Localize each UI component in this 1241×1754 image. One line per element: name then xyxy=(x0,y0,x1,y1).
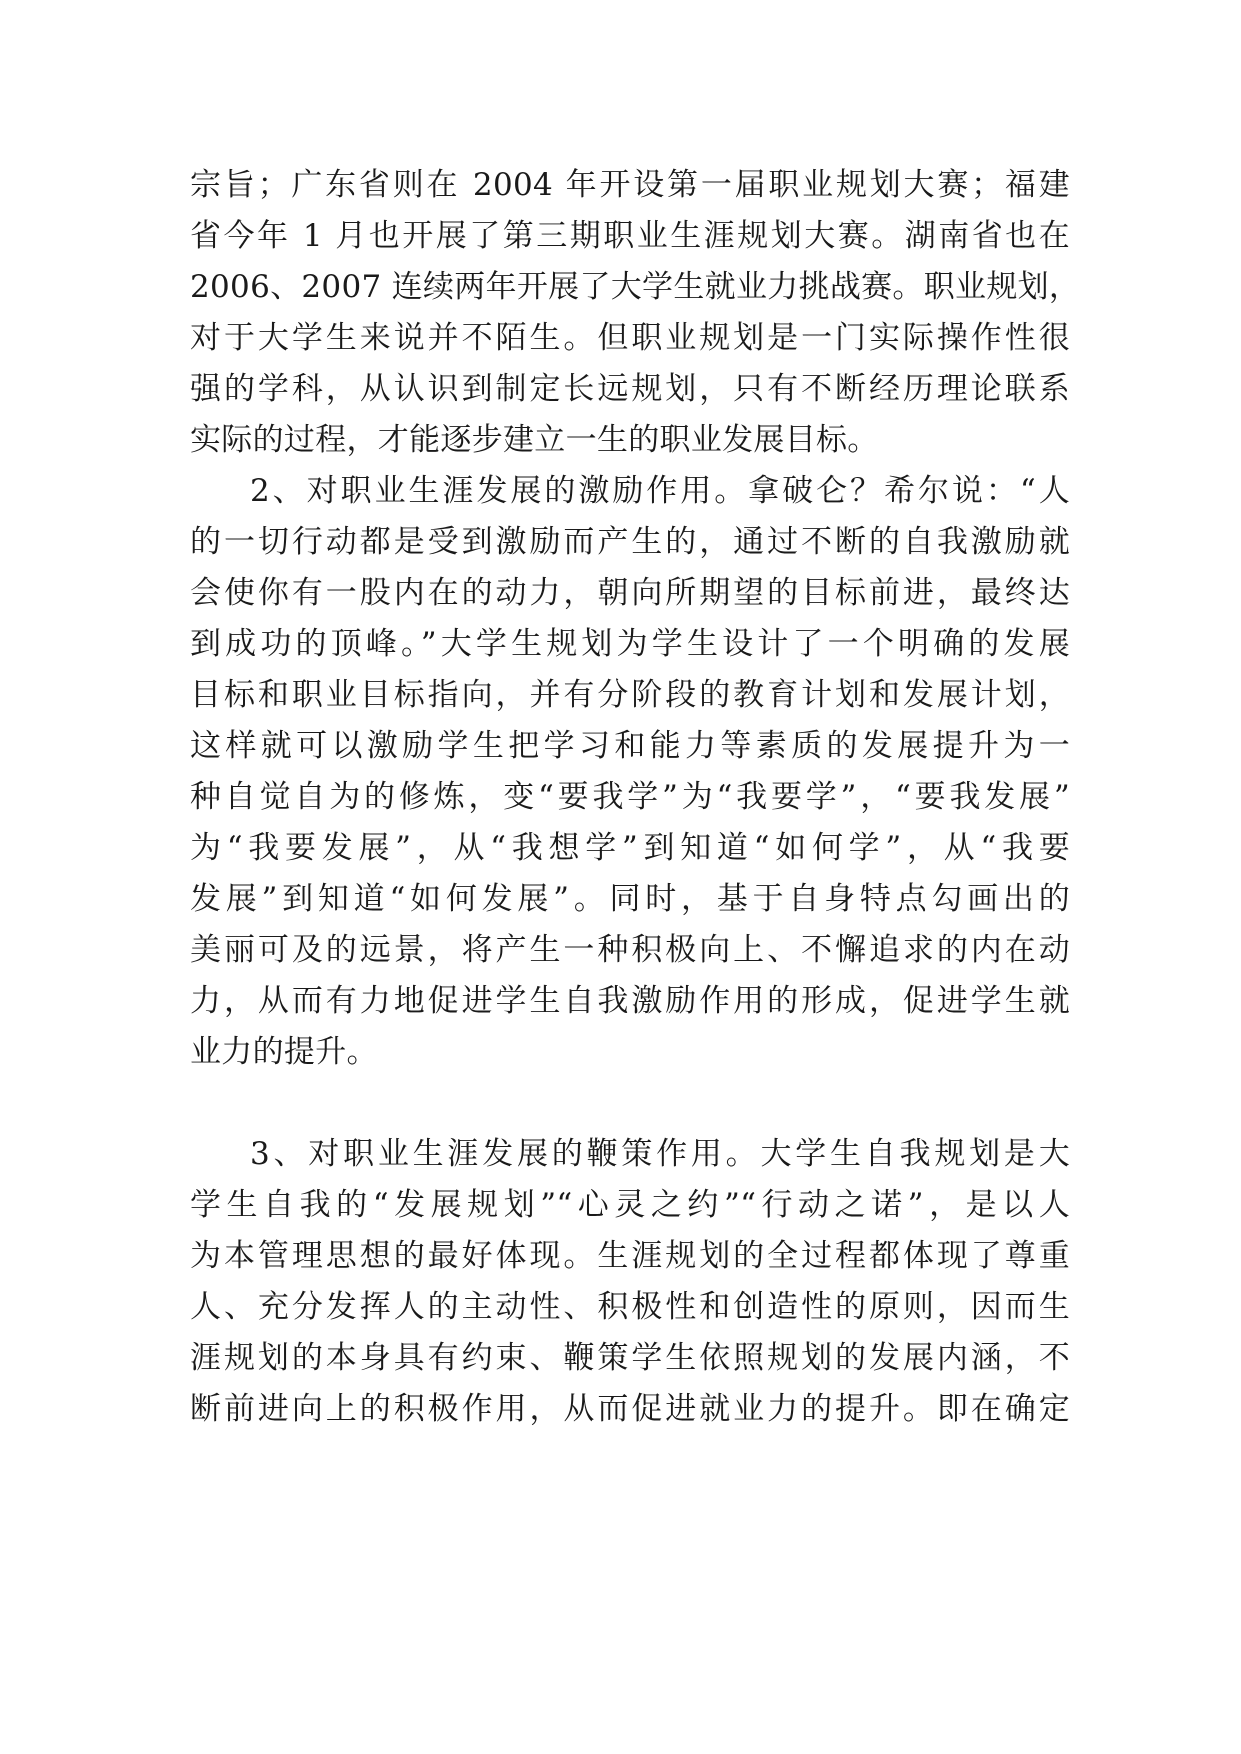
text-line: 对于大学生来说并不陌生。但职业规划是一门实际操作性很 xyxy=(190,320,1070,356)
text-line: 宗旨；广东省则在 2004 年开设第一届职业规划大赛；福建 xyxy=(190,167,1070,203)
text-line: 人、充分发挥人的主动性、积极性和创造性的原则，因而生 xyxy=(190,1289,1070,1325)
text-line: 强的学科，从认识到制定长远规划，只有不断经历理论联系 xyxy=(190,371,1070,407)
text-line: 美丽可及的远景，将产生一种积极向上、不懈追求的内在动 xyxy=(190,932,1070,968)
text-line: 这样就可以激励学生把学习和能力等素质的发展提升为一 xyxy=(190,728,1070,764)
text-line: 目标和职业目标指向，并有分阶段的教育计划和发展计划， xyxy=(190,677,1070,713)
text-line: 发展”到知道“如何发展”。同时，基于自身特点勾画出的 xyxy=(190,881,1070,917)
text-line: 会使你有一股内在的动力，朝向所期望的目标前进，最终达 xyxy=(190,575,1070,611)
text-line: 涯规划的本身具有约束、鞭策学生依照规划的发展内涵，不 xyxy=(190,1340,1070,1376)
text-line: 业力的提升。 xyxy=(190,1034,378,1070)
text-line: 断前进向上的积极作用，从而促进就业力的提升。即在确定 xyxy=(190,1391,1070,1427)
paragraph-spacing xyxy=(190,1078,1070,1129)
text-line: 学生自我的“发展规划”“心灵之约”“行动之诺”，是以人 xyxy=(190,1187,1070,1223)
text-line: 种自觉自为的修炼，变“要我学”为“我要学”，“要我发展” xyxy=(190,779,1070,815)
text-line: 力，从而有力地促进学生自我激励作用的形成，促进学生就 xyxy=(190,983,1070,1019)
text-line: 省今年 1 月也开展了第三期职业生涯规划大赛。湖南省也在 xyxy=(190,218,1070,254)
text-line: 实际的过程，才能逐步建立一生的职业发展目标。 xyxy=(190,422,879,458)
text-line: 2006、2007 连续两年开展了大学生就业力挑战赛。职业规划， xyxy=(190,269,1081,305)
text-line: 为本管理思想的最好体现。生涯规划的全过程都体现了尊重 xyxy=(190,1238,1070,1274)
text-line: 到成功的顶峰。”大学生规划为学生设计了一个明确的发展 xyxy=(190,626,1070,662)
paragraph-first-line: 2、对职业生涯发展的激励作用。拿破仑？希尔说：“人 xyxy=(250,473,1070,509)
text-line: 的一切行动都是受到激励而产生的，通过不断的自我激励就 xyxy=(190,524,1070,560)
text-line: 为“我要发展”，从“我想学”到知道“如何学”，从“我要 xyxy=(190,830,1070,866)
paragraph-first-line: 3、对职业生涯发展的鞭策作用。大学生自我规划是大 xyxy=(250,1136,1070,1172)
document-body xyxy=(190,160,1081,1435)
